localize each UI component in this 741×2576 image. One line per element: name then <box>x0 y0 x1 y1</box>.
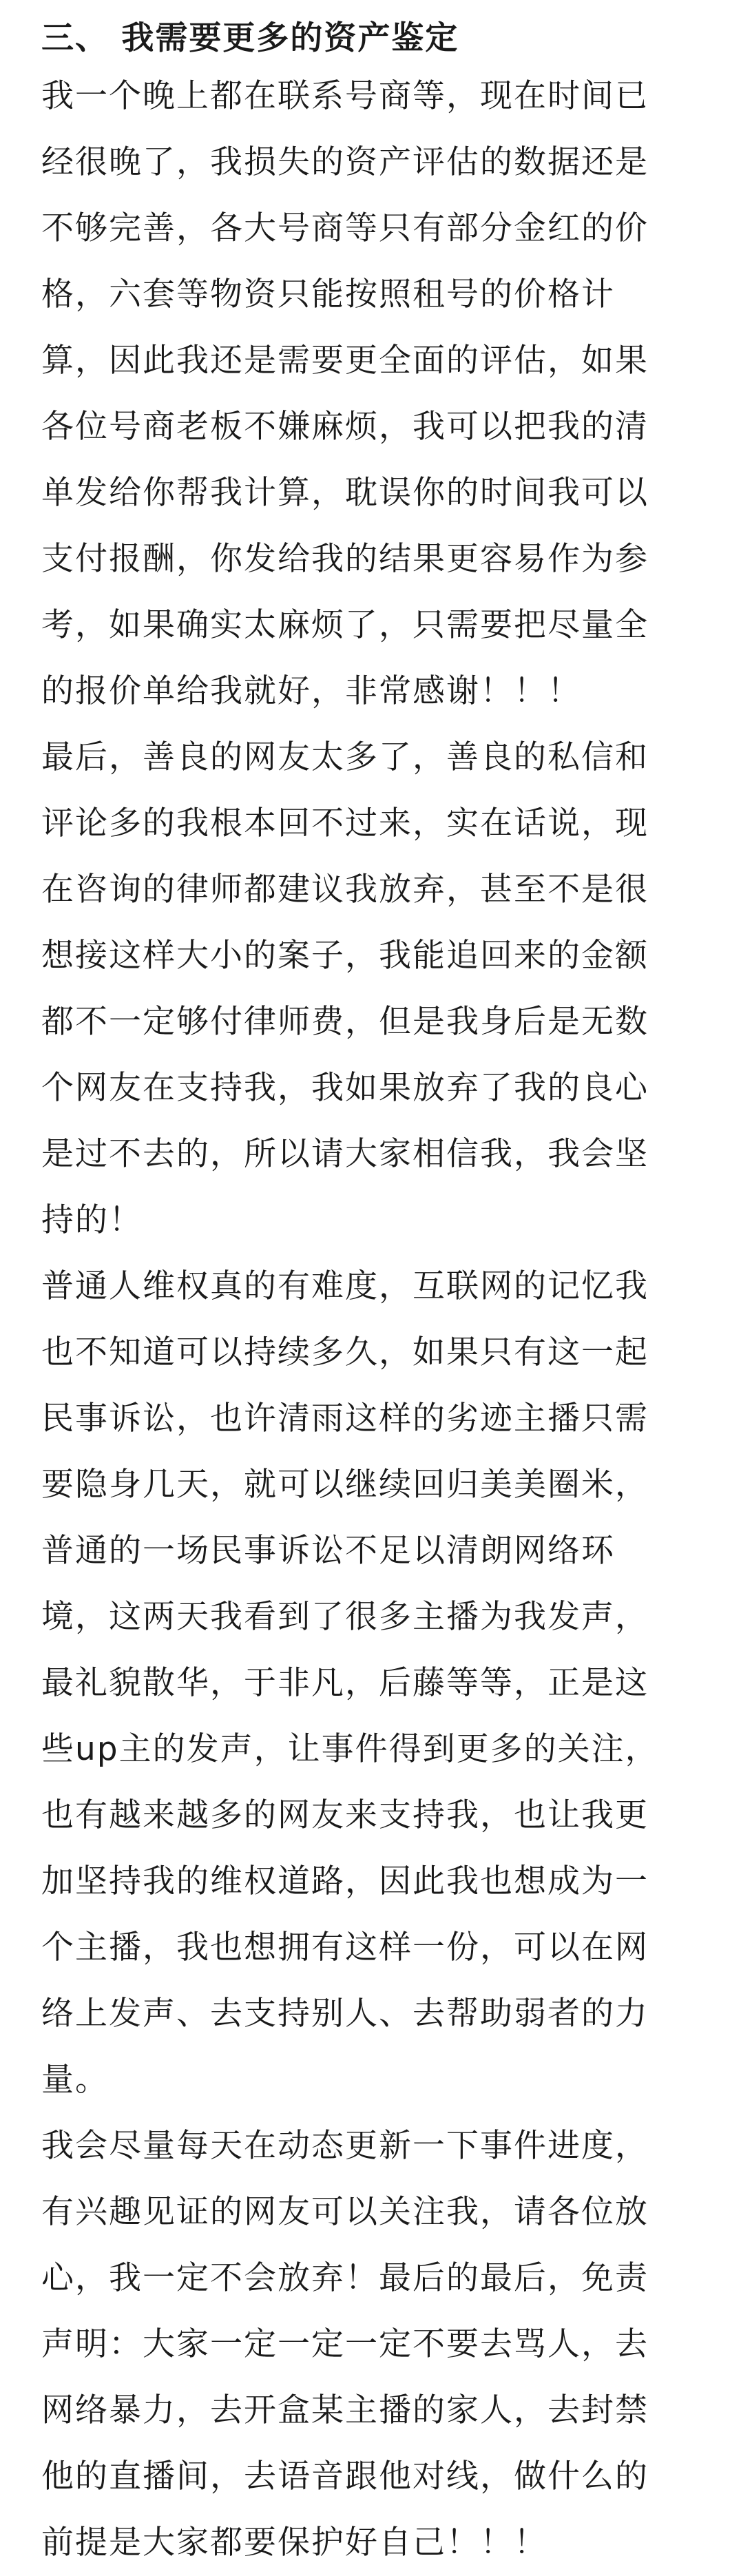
paragraph-persistence: 最后，善良的网友太多了，善良的私信和 评论多的我根本回不过来，实在话说，现 在咨询的律师都建议我放弃，甚至不是很 想接这样大小的案子，我能追回来的金额 都不一定够付律师费，但是我身后是无数 个网友在支持我，我如果放弃了我的良心 是过不去的，所以请大家相信我，我会坚 持的！ <box>41 738 649 1239</box>
section-heading: 三、 我需要更多的资产鉴定 <box>41 19 459 57</box>
paragraph-disclaimer: 我会尽量每天在动态更新一下事件进度， 有兴趣见证的网友可以关注我，请各位放 心，我一定不会放弃！最后的最后，免责 声明：大家一定一定一定不要去骂人，去 网络暴力，去开盒某主播的家人，去封禁 他的直播间，去语音跟他对线，做什么的 前提是大家都要保护好自己！！！ <box>41 2127 649 2562</box>
paragraph-asset-valuation: 我一个晚上都在联系号商等，现在时间已 经很晚了，我损失的资产评估的数据还是 不够完善，各大号商等只有部分金红的价 格，六套等物资只能按照租号的价格计 算，因此我还是需要更全面的评估，如果 各位号商老板不嫌麻烦，我可以把我的清 单发给你帮我计算，耽误你的时间我可以 支付报酬，你发给我的结果更容易作为参 考，如果确实太麻烦了，只需要把尽量全 的报价单给我就好，非常感谢！！！ <box>41 77 649 710</box>
paragraph-rights-difficulty: 普通人维权真的有难度，互联网的记忆我 也不知道可以持续多久，如果只有这一起 民事诉讼，也许清雨这样的劣迹主播只需 要隐身几天，就可以继续回归美美圈米， 普通的一场民事诉讼不足以清朗网络环 境，这两天我看到了很多主播为我发声， 最礼貌散华，于非凡，后藤等等，正是这 些up主的发声，让事件得到更多的关注， 也有越来越多的网友来支持我，也让我更 加坚持我的维权道路，因此我也想成为一 个主播，我也想拥有这样一份，可以在网 络上发声、去支持别人、去帮助弱者的力 量。 <box>41 1267 659 2099</box>
